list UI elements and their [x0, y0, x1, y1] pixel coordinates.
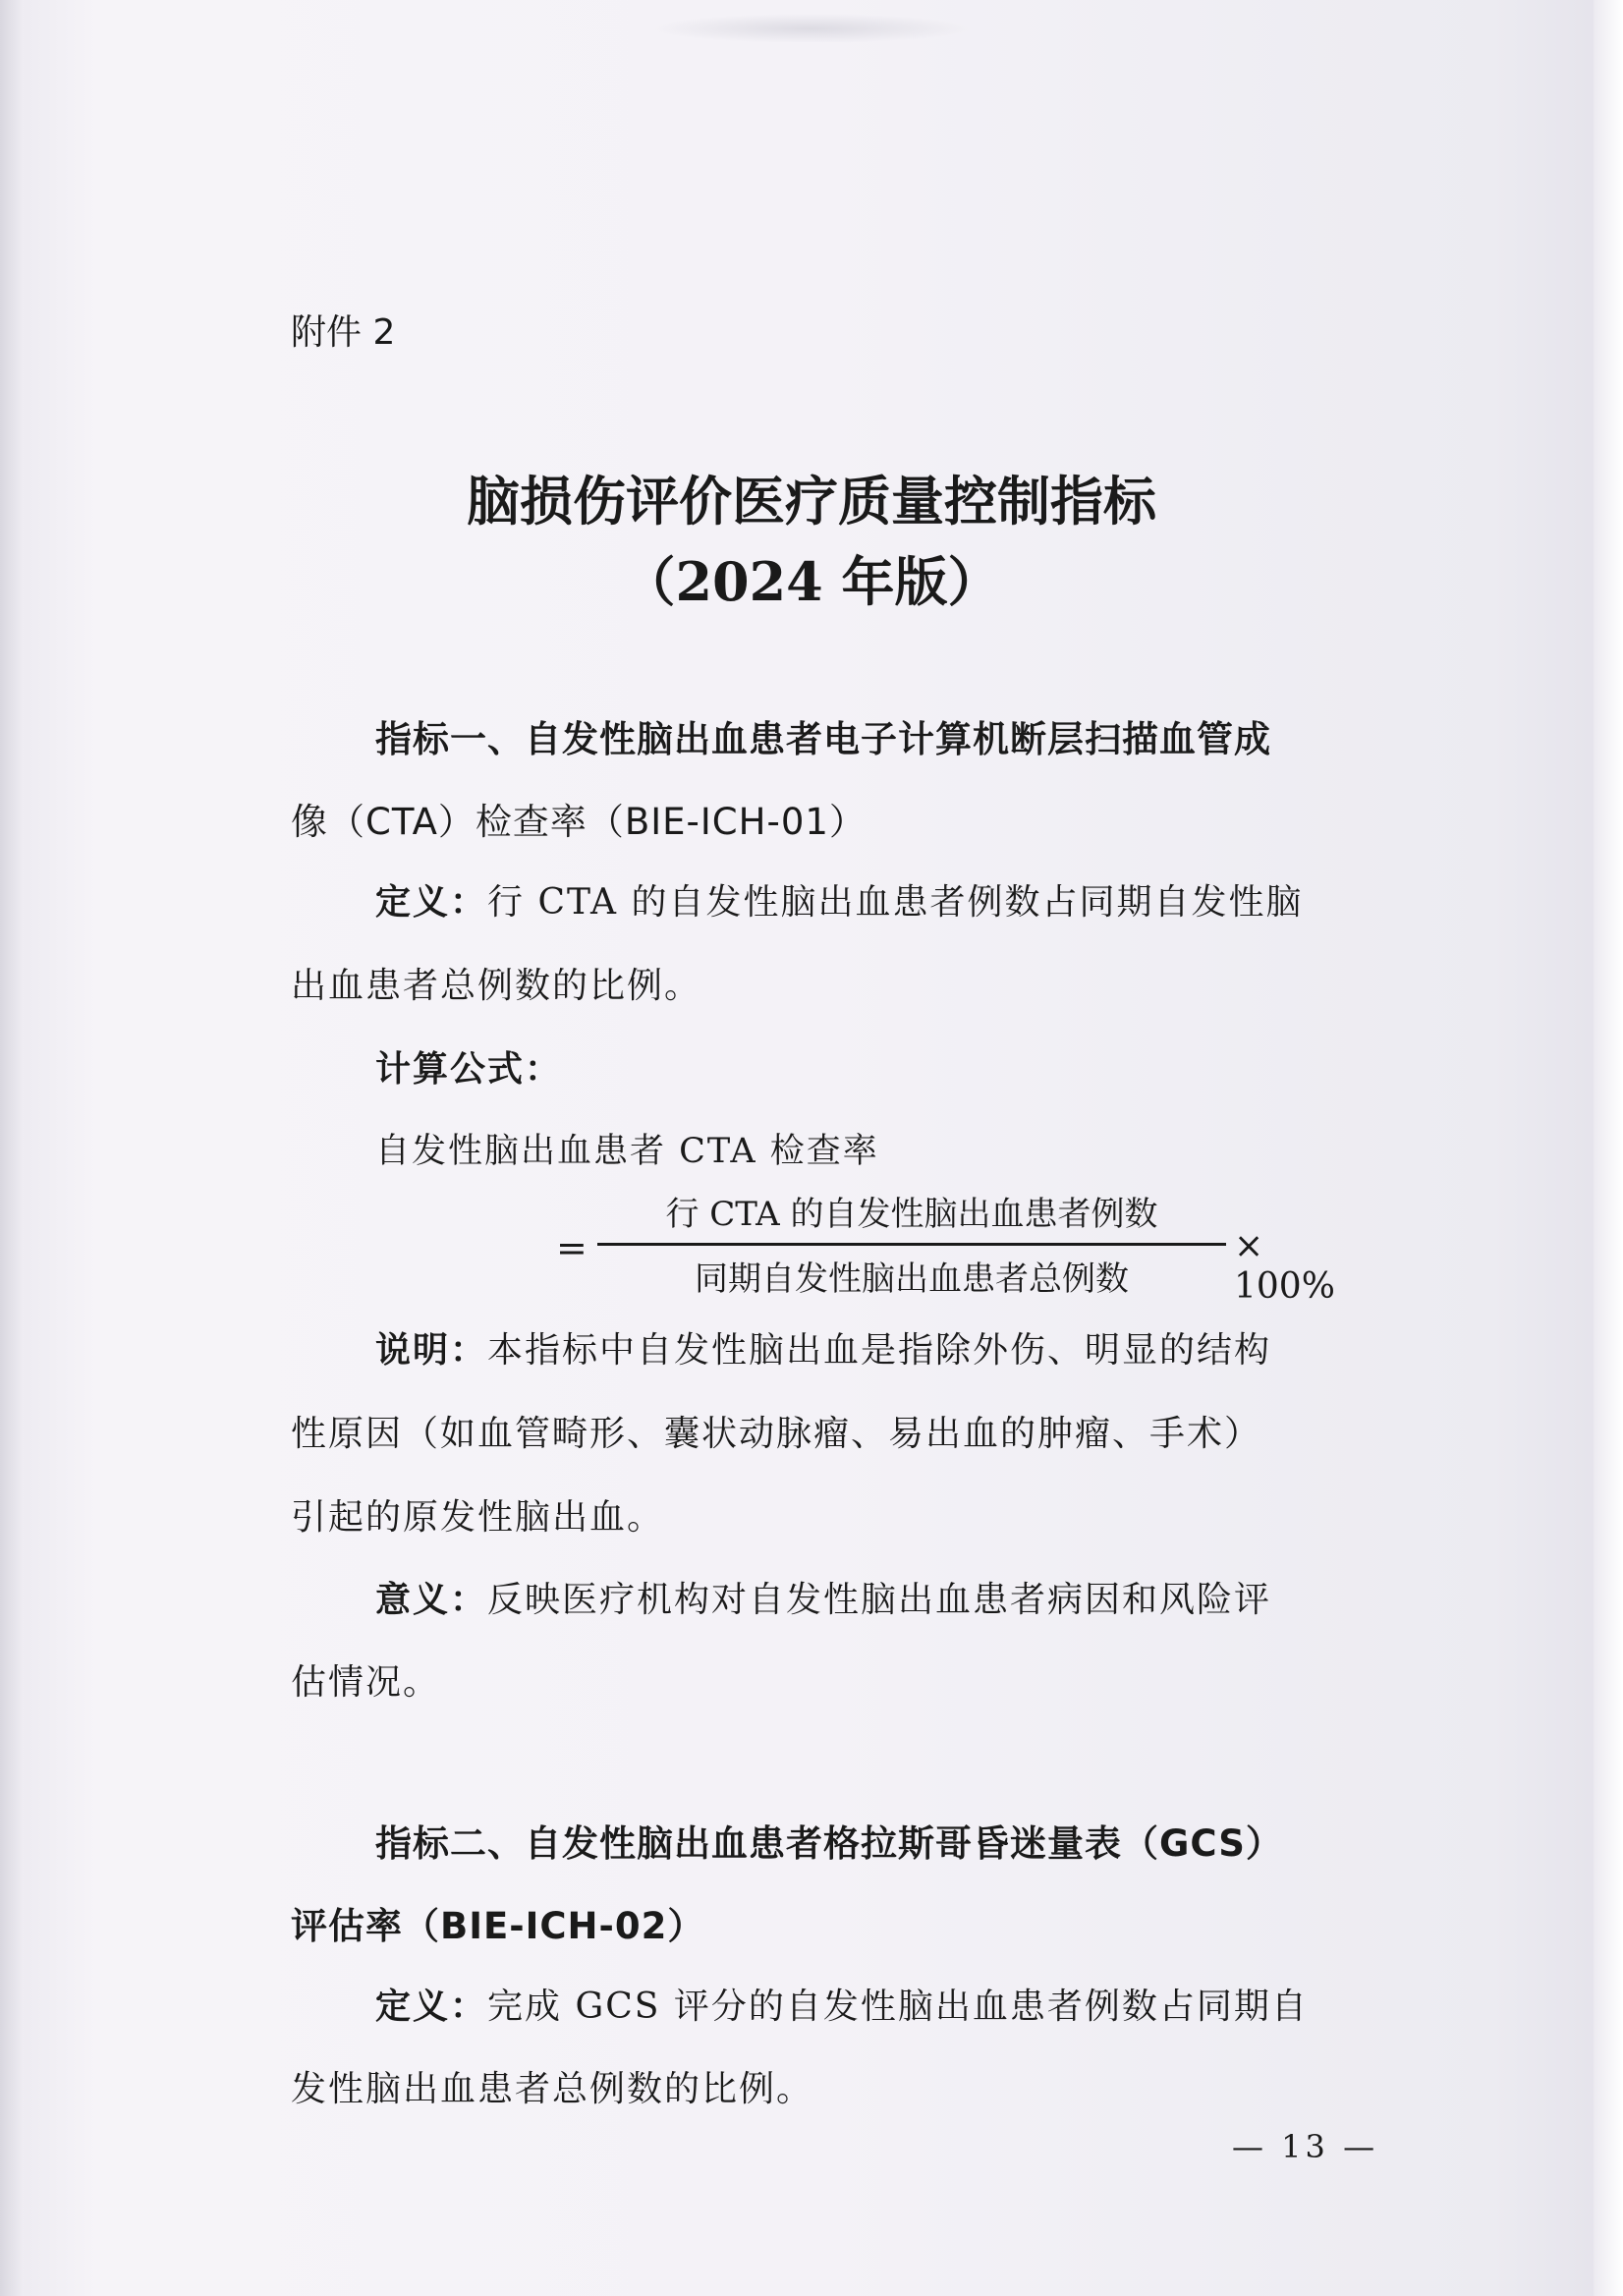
indicator1-definition-cont: 出血患者总例数的比例。	[291, 966, 702, 1006]
definition-text: 行 CTA 的自发性脑出血患者例数占同期自发性脑	[487, 882, 1304, 923]
indicator1-definition	[375, 874, 1304, 924]
definition-text: 完成 GCS 评分的自发性脑出血患者例数占同期自	[487, 1987, 1309, 2027]
indicator1-note-cont: 性原因（如血管畸形、囊状动脉瘤、易出血的肿瘤、手术）	[291, 1414, 1262, 1454]
document-title: 脑损伤评价医疗质量控制指标	[467, 470, 1156, 532]
formula-denominator: 同期自发性脑出血患者总例数	[695, 1260, 1129, 1299]
indicator1-meaning-cont: 估情况。	[291, 1662, 441, 1703]
indicator2-heading-cont: 评估率（BIE-ICH-02）	[291, 1905, 705, 1947]
indicator1-heading-cont: 像（CTA）检查率（BIE-ICH-01）	[291, 801, 867, 843]
indicator1-note	[375, 1322, 1271, 1372]
note-text: 本指标中自发性脑出血是指除外伤、明显的结构	[487, 1330, 1272, 1371]
formula-heading-text: 计算公式：	[375, 1049, 563, 1090]
meaning-text: 反映医疗机构对自发性脑出血患者病因和风险评	[487, 1580, 1272, 1620]
attachment-label: 附件 2	[291, 312, 396, 353]
fraction-bar	[597, 1243, 1226, 1246]
formula-equals: =	[556, 1226, 588, 1269]
formula-fraction	[546, 1187, 1335, 1309]
definition-lead: 定义：	[375, 882, 488, 923]
indicator2-definition-cont: 发性脑出血患者总例数的比例。	[291, 2069, 814, 2109]
scan-smudge	[648, 14, 973, 43]
scan-edge-right	[1594, 0, 1623, 2296]
formula-numerator: 行 CTA 的自发性脑出血患者例数	[665, 1195, 1158, 1234]
definition-lead: 定义：	[375, 1987, 488, 2027]
meaning-lead: 意义：	[375, 1580, 488, 1620]
formula-multiplier: × 100%	[1234, 1226, 1335, 1307]
formula-label: 自发性脑出血患者 CTA 检查率	[375, 1132, 879, 1171]
note-lead: 说明：	[375, 1330, 488, 1371]
scan-edge-left	[0, 0, 24, 2296]
page-number: — 13 —	[1232, 2128, 1379, 2165]
indicator2-definition	[375, 1979, 1309, 2029]
document-title-year: （2024 年版）	[622, 550, 1001, 613]
indicator1-meaning	[375, 1572, 1271, 1622]
formula-heading	[375, 1041, 562, 1092]
indicator1-note-cont2: 引起的原发性脑出血。	[291, 1497, 665, 1538]
indicator2-heading: 指标二、自发性脑出血患者格拉斯哥昏迷量表（GCS）	[375, 1822, 1283, 1865]
indicator1-heading: 指标一、自发性脑出血患者电子计算机断层扫描血管成	[375, 718, 1271, 760]
